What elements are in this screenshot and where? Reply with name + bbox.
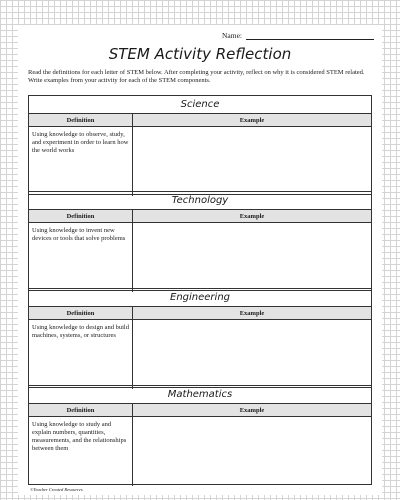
worksheet	[18, 25, 382, 495]
example-cell[interactable]	[133, 417, 371, 486]
section-technology	[28, 191, 372, 291]
copyright-footer: ©Teacher Created Resources	[30, 487, 83, 492]
definition-cell: Using knowledge to invent new devices or tools that solve problems	[29, 223, 133, 292]
definition-header: Definition	[29, 404, 133, 416]
section-science	[28, 95, 372, 195]
section-heading: Technology	[29, 192, 371, 210]
example-header: Example	[239, 309, 265, 317]
example-cell[interactable]	[133, 223, 371, 292]
column-header-row	[29, 210, 371, 223]
example-header: Example	[239, 212, 265, 220]
definition-cell: Using knowledge to design and build machines, systems, or structures	[29, 320, 133, 389]
definition-header: Definition	[29, 210, 133, 222]
example-cell[interactable]	[133, 127, 371, 196]
example-header: Example	[239, 116, 265, 124]
section-engineering	[28, 288, 372, 388]
table-row	[29, 223, 371, 292]
definition-header: Definition	[29, 114, 133, 126]
table-row	[29, 127, 371, 196]
instructions: Read the definitions for each letter of STEM below. After completing your activity, reflect on why it is considered STEM related. Write examples from your activity for each of the STEM components.	[28, 69, 365, 85]
section-heading: Mathematics	[29, 386, 371, 404]
definition-header: Definition	[29, 307, 133, 319]
example-header: Example	[239, 406, 265, 414]
name-field-line[interactable]	[246, 31, 374, 40]
page-title: STEM Activity Reflection	[108, 45, 292, 63]
section-heading: Engineering	[29, 289, 371, 307]
definition-cell: Using knowledge to observe, study, and experiment in order to learn how the world works	[29, 127, 133, 196]
definition-cell: Using knowledge to study and explain numbers, quantities, measurements, and the relationships between them	[29, 417, 133, 486]
section-mathematics	[28, 385, 372, 485]
column-header-row	[29, 114, 371, 127]
name-row	[222, 31, 374, 40]
column-header-row	[29, 307, 371, 320]
column-header-row	[29, 404, 371, 417]
table-row	[29, 320, 371, 389]
table-row	[29, 417, 371, 486]
section-heading: Science	[29, 96, 371, 114]
example-cell[interactable]	[133, 320, 371, 389]
name-label: Name:	[222, 31, 242, 40]
